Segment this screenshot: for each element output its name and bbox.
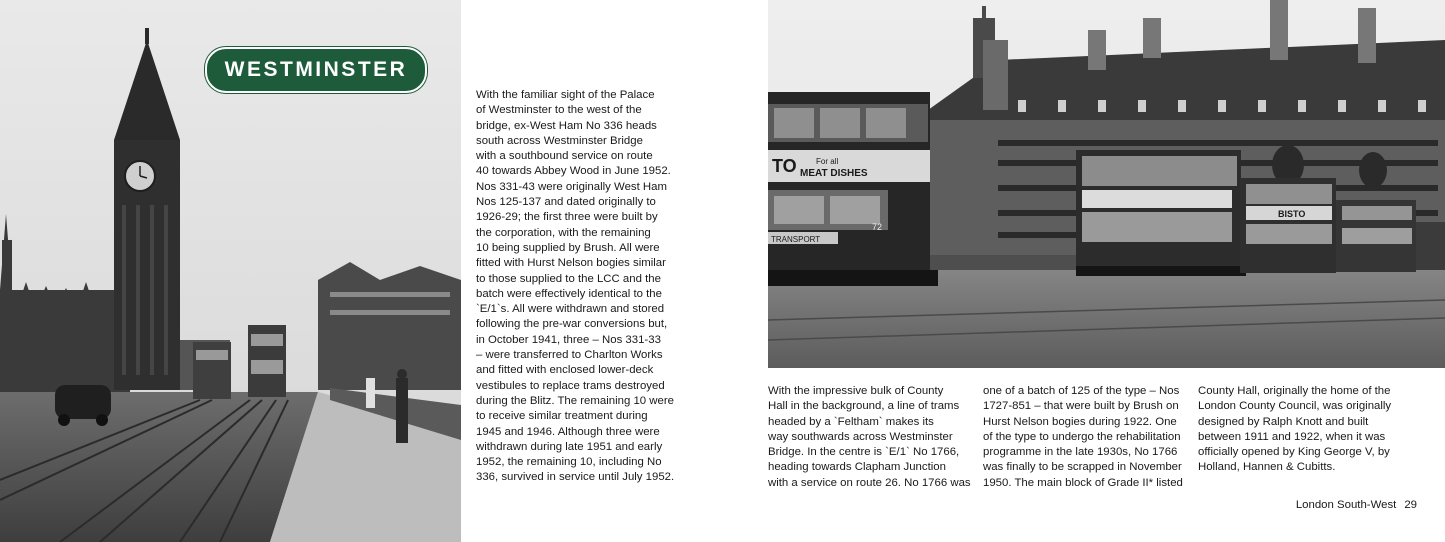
caption-line: officially opened by King George V, by [1198,446,1390,459]
caption-line: 1950. The main block of Grade II* listed [983,476,1183,489]
caption-line: designed by Ralph Knott and built [1198,415,1369,428]
caption-line: during the Blitz. The remaining 10 were [476,394,674,407]
caption-line: with a southbound service on route [476,150,653,163]
left-photo-caption [476,88,686,486]
caption-line: 40 towards Abbey Wood in June 1952. [476,165,671,178]
section-title: London South-West [1295,499,1397,511]
page-footer [1296,499,1417,511]
caption-line: bridge, ex-West Ham No 336 heads [476,119,657,132]
caption-line: 10 being supplied by Brush. All were [476,241,660,254]
caption-line: way southwards across Westminster [768,430,953,443]
caption-line: – were transferred to Charlton Works [476,349,663,362]
right-caption-column-1 [768,384,974,491]
caption-line: batch were effectively identical to the [476,287,662,300]
caption-line: Holland, Hannen & Cubitts. [1198,461,1336,474]
caption-line: London County Council, was originally [1198,400,1392,413]
caption-line: 1945 and 1946. Although three were [476,425,660,438]
caption-line: headed by a `Feltham` makes its [768,415,934,428]
tram-ad-to: TO [772,156,797,176]
caption-line: south across Westminster Bridge [476,134,643,147]
caption-line: to receive similar treatment during [476,410,648,423]
caption-line: fitted with Hurst Nelson bogies similar [476,257,666,270]
caption-line: programme in the late 1930s, No 1766 [983,446,1178,459]
tram-route-number: 72 [872,222,883,232]
feltham-tram [768,92,938,286]
caption-line: Nos 125-137 and dated originally to [476,196,656,209]
caption-line: 336, survived in service until July 1952. [476,471,675,484]
caption-line: with a service on route 26. No 1766 was [768,476,971,489]
caption-line: to those supplied to the LCC and the [476,272,661,285]
caption-line: `E/1`s. All were withdrawn and stored [476,303,665,316]
caption-line: Hall in the background, a line of trams [768,400,960,413]
right-caption-column-2 [983,384,1183,491]
pedestrian [396,378,408,443]
caption-line: following the pre-war conversions but, [476,318,668,331]
caption-line: Hurst Nelson bogies during 1922. One [983,415,1177,428]
caption-line: With the impressive bulk of County [768,385,944,397]
caption-line: of Westminster to the west of the [476,104,642,117]
caption-line: between 1911 and 1922, when it was [1198,430,1386,443]
caption-line: the corporation, with the remaining [476,226,651,239]
caption-line: County Hall, originally the home of the [1198,385,1391,397]
pedestrian-light [366,378,375,408]
caption-line: Bridge. In the centre is `E/1` No 1766, [768,446,960,459]
caption-line: in October 1941, three – Nos 331-33 [476,333,661,346]
location-badge [205,47,427,93]
county-hall-distant [318,262,461,390]
caption-line: 1926-29; the first three were built by [476,211,658,224]
location-badge-label: WESTMINSTER [224,58,408,81]
caption-line: 1727-851 – that were built by Brush on [983,400,1179,413]
county-hall-trams-photo [768,0,1445,368]
caption-line: was finally to be scrapped in November [983,461,1182,474]
tram-west-ham-336 [248,325,286,397]
right-caption-column-3 [1198,384,1398,476]
caption-line: vestibules to replace trams destroyed [476,379,665,392]
tram-ad-for-all: For all [816,157,839,166]
caption-line: heading towards Clapham Junction [768,461,946,474]
page-number: 29 [1404,499,1417,511]
caption-line: and fitted with enclosed lower-deck [476,364,654,377]
caption-line: 1952, the remaining 10, including No [476,456,662,469]
tram-bisto [1240,178,1336,273]
caption-line: With the familiar sight of the Palace [476,89,655,101]
caption-line: of the type to undergo the rehabilitation [983,430,1181,443]
caption-line: withdrawn during late 1951 and early [476,440,663,453]
caption-line: Nos 331-43 were originally West Ham [476,180,667,193]
tram-ad-meat-dishes: MEAT DISHES [800,168,868,179]
tram-ad-transport: TRANSPORT [771,235,821,244]
caption-line: one of a batch of 125 of the type – Nos [983,385,1180,397]
tram-ad-bisto: BISTO [1278,209,1306,219]
e1-tram-1766 [1076,150,1246,276]
